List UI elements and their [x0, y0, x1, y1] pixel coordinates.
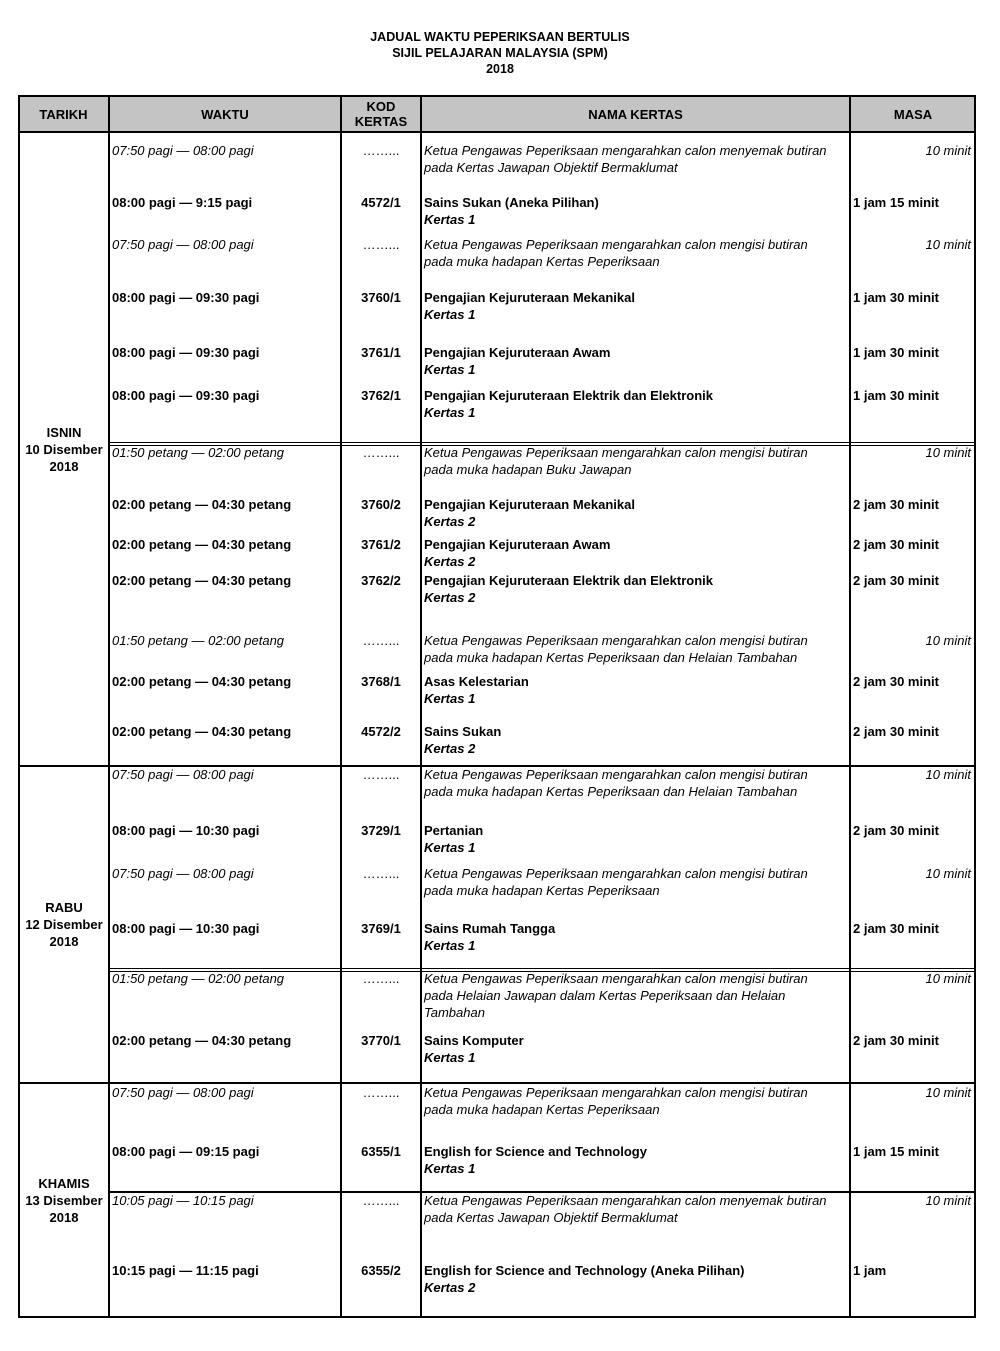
nama-kertas-subline: pada Helaian Jawapan dalam Kertas Peperiksaan dan Helaian: [424, 988, 786, 1003]
day-date: 13 Disember: [25, 1193, 103, 1208]
header-nama-label: NAMA KERTAS: [588, 106, 683, 122]
nama-kertas-cell: Ketua Pengawas Peperiksaan mengarahkan calon mengisi butiran: [424, 971, 808, 986]
waktu-cell: 02:00 petang — 04:30 petang: [112, 537, 292, 552]
masa-cell: 10 minit: [925, 237, 971, 252]
kod-kertas-cell: 3729/1: [361, 823, 401, 838]
nama-kertas-subline: pada muka hadapan Kertas Peperiksaan: [424, 254, 660, 269]
nama-kertas-subline: Kertas 1: [424, 691, 476, 706]
kod-kertas-cell: ……...: [362, 767, 400, 782]
kod-kertas-cell: ……...: [362, 237, 400, 252]
header-divider: [18, 131, 976, 133]
nama-kertas-subline: Kertas 2: [424, 514, 476, 529]
column-divider: [340, 95, 342, 1318]
waktu-cell: 08:00 pagi — 10:30 pagi: [112, 921, 260, 936]
kod-kertas-cell: 4572/2: [361, 724, 401, 739]
masa-cell: 10 minit: [925, 143, 971, 158]
nama-kertas-cell: Pengajian Kejuruteraan Awam: [424, 345, 611, 360]
masa-cell: 2 jam 30 minit: [853, 497, 939, 512]
column-divider: [420, 95, 422, 1318]
masa-cell: 10 minit: [925, 767, 971, 782]
nama-kertas-cell: Ketua Pengawas Peperiksaan mengarahkan calon mengisi butiran: [424, 237, 808, 252]
waktu-cell: 01:50 petang — 02:00 petang: [112, 633, 285, 648]
nama-kertas-subline: pada muka hadapan Kertas Peperiksaan dan Helaian Tambahan: [424, 650, 798, 665]
kod-kertas-cell: 4572/1: [361, 195, 401, 210]
masa-cell: 1 jam 30 minit: [853, 290, 939, 305]
waktu-cell: 07:50 pagi — 08:00 pagi: [112, 767, 254, 782]
nama-kertas-subline: pada muka hadapan Kertas Peperiksaan dan Helaian Tambahan: [424, 784, 798, 799]
nama-kertas-cell: Ketua Pengawas Peperiksaan mengarahkan calon mengisi butiran: [424, 767, 808, 782]
kod-kertas-cell: ……...: [362, 633, 400, 648]
kod-kertas-cell: 6355/1: [361, 1144, 401, 1159]
waktu-cell: 07:50 pagi — 08:00 pagi: [112, 866, 254, 881]
masa-cell: 1 jam 15 minit: [853, 195, 939, 210]
kod-kertas-cell: 3760/1: [361, 290, 401, 305]
masa-cell: 10 minit: [925, 1085, 971, 1100]
masa-cell: 2 jam 30 minit: [853, 1033, 939, 1048]
nama-kertas-cell: Ketua Pengawas Peperiksaan mengarahkan calon menyemak butiran: [424, 1193, 827, 1208]
nama-kertas-cell: Pengajian Kejuruteraan Elektrik dan Elektronik: [424, 573, 713, 588]
waktu-cell: 08:00 pagi — 09:30 pagi: [112, 290, 260, 305]
day-year: 2018: [49, 934, 79, 949]
masa-cell: 1 jam 30 minit: [853, 345, 939, 360]
waktu-cell: 08:00 pagi — 09:30 pagi: [112, 388, 260, 403]
nama-kertas-subline: Kertas 1: [424, 1050, 476, 1065]
kod-kertas-cell: 6355/2: [361, 1263, 401, 1278]
waktu-cell: 08:00 pagi — 09:15 pagi: [112, 1144, 260, 1159]
nama-kertas-cell: English for Science and Technology (Aneka Pilihan): [424, 1263, 745, 1278]
kod-kertas-cell: ……...: [362, 143, 400, 158]
day-isnin: [20, 424, 108, 475]
waktu-cell: 10:15 pagi — 11:15 pagi: [112, 1263, 259, 1278]
nama-kertas-cell: Asas Kelestarian: [424, 674, 529, 689]
nama-kertas-subline: Kertas 2: [424, 1280, 476, 1295]
nama-kertas-subline: Kertas 1: [424, 362, 476, 377]
nama-kertas-cell: Sains Komputer: [424, 1033, 524, 1048]
nama-kertas-subline: Kertas 1: [424, 938, 476, 953]
day-name: ISNIN: [46, 425, 82, 440]
masa-cell: 2 jam 30 minit: [853, 724, 939, 739]
nama-kertas-subline: pada muka hadapan Kertas Peperiksaan: [424, 1102, 660, 1117]
nama-kertas-subline: Kertas 1: [424, 212, 476, 227]
nama-kertas-subline: Tambahan: [424, 1005, 485, 1020]
waktu-cell: 08:00 pagi — 09:30 pagi: [112, 345, 260, 360]
waktu-cell: 01:50 petang — 02:00 petang: [112, 445, 285, 460]
header-kertas-label: KERTAS: [354, 114, 408, 129]
nama-kertas-subline: Kertas 1: [424, 405, 476, 420]
nama-kertas-cell: Sains Sukan (Aneka Pilihan): [424, 195, 599, 210]
kod-kertas-cell: ……...: [362, 971, 400, 986]
nama-kertas-cell: Ketua Pengawas Peperiksaan mengarahkan calon mengisi butiran: [424, 445, 808, 460]
nama-kertas-cell: Pengajian Kejuruteraan Awam: [424, 537, 611, 552]
document-title-line2: SIJIL PELAJARAN MALAYSIA (SPM): [392, 46, 608, 60]
day-khamis: [20, 1175, 108, 1226]
masa-cell: 1 jam: [853, 1263, 887, 1278]
waktu-cell: 07:50 pagi — 08:00 pagi: [112, 1085, 254, 1100]
nama-kertas-subline: Kertas 1: [424, 840, 476, 855]
document-title-line1: JADUAL WAKTU PEPERIKSAAN BERTULIS: [370, 30, 630, 44]
nama-kertas-cell: Sains Sukan: [424, 724, 502, 739]
nama-kertas-subline: pada muka hadapan Buku Jawapan: [424, 462, 632, 477]
masa-cell: 2 jam 30 minit: [853, 537, 939, 552]
waktu-cell: 02:00 petang — 04:30 petang: [112, 674, 292, 689]
masa-cell: 10 minit: [925, 971, 971, 986]
nama-kertas-cell: Pengajian Kejuruteraan Mekanikal: [424, 290, 635, 305]
header-kod-label: KOD: [366, 99, 396, 114]
nama-kertas-subline: pada Kertas Jawapan Objektif Bermaklumat: [424, 160, 678, 175]
masa-cell: 1 jam 15 minit: [853, 1144, 939, 1159]
nama-kertas-subline: pada Kertas Jawapan Objektif Bermaklumat: [424, 1210, 678, 1225]
waktu-cell: 01:50 petang — 02:00 petang: [112, 971, 285, 986]
kod-kertas-cell: ……...: [362, 1085, 400, 1100]
waktu-cell: 07:50 pagi — 08:00 pagi: [112, 237, 254, 252]
nama-kertas-cell: Pertanian: [424, 823, 484, 838]
nama-kertas-cell: Ketua Pengawas Peperiksaan mengarahkan calon mengisi butiran: [424, 866, 808, 881]
kod-kertas-cell: 3760/2: [361, 497, 401, 512]
day-year: 2018: [49, 1210, 79, 1225]
kod-kertas-cell: 3770/1: [361, 1033, 401, 1048]
day-name: KHAMIS: [38, 1176, 90, 1191]
day-date: 12 Disember: [25, 917, 103, 932]
nama-kertas-cell: Pengajian Kejuruteraan Elektrik dan Elektronik: [424, 388, 713, 403]
kod-kertas-cell: 3762/1: [361, 388, 401, 403]
masa-cell: 10 minit: [925, 1193, 971, 1208]
nama-kertas-subline: Kertas 1: [424, 1161, 476, 1176]
masa-cell: 1 jam 30 minit: [853, 388, 939, 403]
waktu-cell: 02:00 petang — 04:30 petang: [112, 1033, 292, 1048]
waktu-cell: 07:50 pagi — 08:00 pagi: [112, 143, 254, 158]
kod-kertas-cell: 3769/1: [361, 921, 401, 936]
document-title-year: 2018: [486, 62, 514, 76]
kod-kertas-cell: ……...: [362, 1193, 400, 1208]
kod-kertas-cell: 3762/2: [361, 573, 401, 588]
masa-cell: 2 jam 30 minit: [853, 921, 939, 936]
nama-kertas-subline: Kertas 1: [424, 307, 476, 322]
kod-kertas-cell: ……...: [362, 866, 400, 881]
nama-kertas-subline: Kertas 2: [424, 590, 476, 605]
nama-kertas-subline: pada muka hadapan Kertas Peperiksaan: [424, 883, 660, 898]
masa-cell: 2 jam 30 minit: [853, 674, 939, 689]
header-waktu-label: WAKTU: [201, 106, 249, 122]
nama-kertas-subline: Kertas 2: [424, 554, 476, 569]
masa-cell: 2 jam 30 minit: [853, 573, 939, 588]
day-year: 2018: [49, 459, 79, 474]
nama-kertas-cell: Ketua Pengawas Peperiksaan mengarahkan calon mengisi butiran: [424, 633, 808, 648]
waktu-cell: 02:00 petang — 04:30 petang: [112, 573, 292, 588]
waktu-cell: 02:00 petang — 04:30 petang: [112, 497, 292, 512]
day-name: RABU: [45, 900, 83, 915]
masa-cell: 10 minit: [925, 633, 971, 648]
kod-kertas-cell: 3761/1: [361, 345, 401, 360]
nama-kertas-subline: Kertas 2: [424, 741, 476, 756]
nama-kertas-cell: English for Science and Technology: [424, 1144, 647, 1159]
header-masa-label: MASA: [893, 106, 933, 122]
nama-kertas-cell: Ketua Pengawas Peperiksaan mengarahkan calon menyemak butiran: [424, 143, 827, 158]
waktu-cell: 10:05 pagi — 10:15 pagi: [112, 1193, 254, 1208]
column-divider: [849, 95, 851, 1318]
kod-kertas-cell: 3768/1: [361, 674, 401, 689]
nama-kertas-cell: Pengajian Kejuruteraan Mekanikal: [424, 497, 635, 512]
nama-kertas-cell: Ketua Pengawas Peperiksaan mengarahkan calon mengisi butiran: [424, 1085, 808, 1100]
nama-kertas-cell: Sains Rumah Tangga: [424, 921, 556, 936]
masa-cell: 10 minit: [925, 866, 971, 881]
day-date: 10 Disember: [25, 442, 103, 457]
kod-kertas-cell: ……...: [362, 445, 400, 460]
masa-cell: 10 minit: [925, 445, 971, 460]
header-tarikh-label: TARIKH: [39, 106, 88, 122]
day-rabu: [20, 899, 108, 950]
masa-cell: 2 jam 30 minit: [853, 823, 939, 838]
waktu-cell: 02:00 petang — 04:30 petang: [112, 724, 292, 739]
waktu-cell: 08:00 pagi — 10:30 pagi: [112, 823, 260, 838]
kod-kertas-cell: 3761/2: [361, 537, 401, 552]
column-divider: [108, 95, 110, 1318]
waktu-cell: 08:00 pagi — 9:15 pagi: [112, 195, 253, 210]
